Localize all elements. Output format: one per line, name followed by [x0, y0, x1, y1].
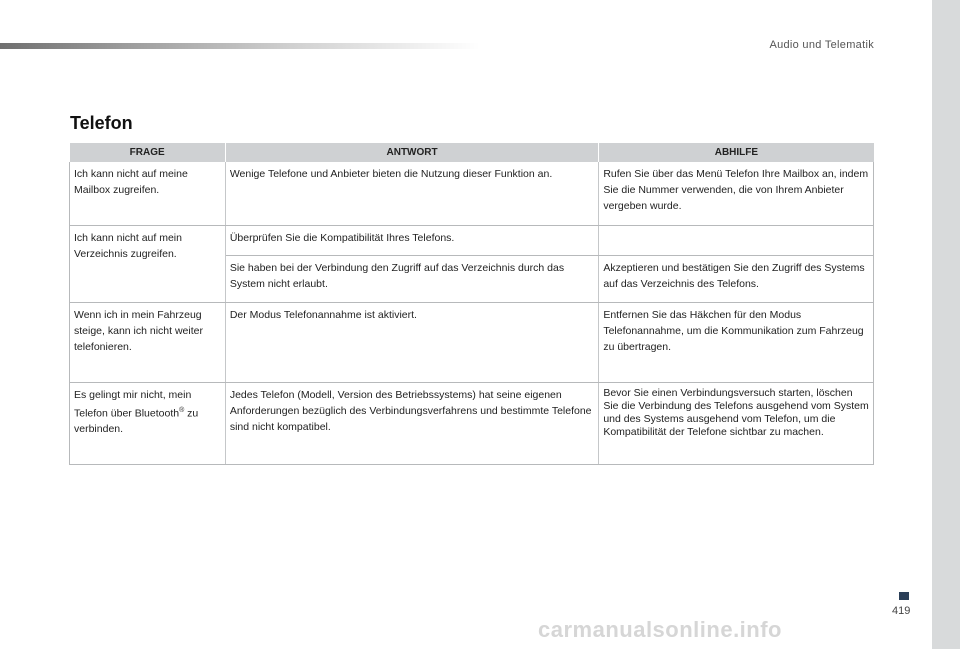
cell-abhilfe: Entfernen Sie das Häkchen für den Modus Telefonannahme, um die Kommunikation zum Fahrzeug zu übertragen.	[599, 302, 874, 382]
cell-frage: Ich kann nicht auf meine Mailbox zugreifen.	[70, 162, 226, 225]
cell-abhilfe	[599, 225, 874, 255]
cell-antwort: Sie haben bei der Verbindung den Zugriff auf das Verzeichnis durch das System nicht erlaubt.	[225, 255, 599, 302]
cell-frage: Ich kann nicht auf mein Verzeichnis zugreifen.	[70, 225, 226, 302]
cell-abhilfe: Akzeptieren und bestätigen Sie den Zugriff des Systems auf das Verzeichnis des Telefons.	[599, 255, 874, 302]
cell-antwort: Jedes Telefon (Modell, Version des Betriebssystems) hat seine eigenen Anforderungen bezüglich des Verbindungsverfahrens und bestimmte Telefone sind nicht kompatibel.	[225, 382, 599, 464]
cell-abhilfe: Rufen Sie über das Menü Telefon Ihre Mailbox an, indem Sie die Nummer verwenden, die von Ihrem Anbieter vergeben wurde.	[599, 162, 874, 225]
cell-frage-text-end: zu verbinden.	[74, 407, 199, 435]
page-marker	[899, 592, 909, 600]
table-row	[70, 162, 874, 225]
faq-table	[69, 143, 874, 465]
registered-mark: ®	[179, 406, 185, 414]
cell-frage	[70, 382, 226, 464]
column-header-frage: FRAGE	[70, 143, 226, 162]
cell-abhilfe: Bevor Sie einen Verbindungsversuch starten, löschen Sie die Verbindung des Telefons ausgehend vom System und des Systems ausgehend vom Telefon, um die Kompatibilität der Telefone sichtbar zu machen.	[599, 382, 874, 464]
cell-antwort: Überprüfen Sie die Kompatibilität Ihres Telefons.	[225, 225, 599, 255]
cell-frage-text: Es gelingt mir nicht, mein Telefon über Bluetooth	[74, 388, 192, 419]
column-header-antwort: ANTWORT	[225, 143, 599, 162]
column-header-abhilfe: ABHILFE	[599, 143, 874, 162]
page-title: Telefon	[70, 113, 133, 133]
table-header-row	[70, 143, 874, 162]
header-gradient-bar	[0, 43, 480, 49]
section-header: Audio und Telematik	[769, 39, 874, 51]
cell-antwort: Der Modus Telefonannahme ist aktiviert.	[225, 302, 599, 382]
table-row	[70, 225, 874, 255]
cell-antwort: Wenige Telefone und Anbieter bieten die Nutzung dieser Funktion an.	[225, 162, 599, 225]
table-row	[70, 302, 874, 382]
cell-frage: Wenn ich in mein Fahrzeug steige, kann ich nicht weiter telefonieren.	[70, 302, 226, 382]
table-row	[70, 382, 874, 464]
watermark: carmanualsonline.info	[538, 617, 782, 642]
page-number: 419	[892, 605, 911, 617]
page-edge-strip	[932, 0, 960, 649]
